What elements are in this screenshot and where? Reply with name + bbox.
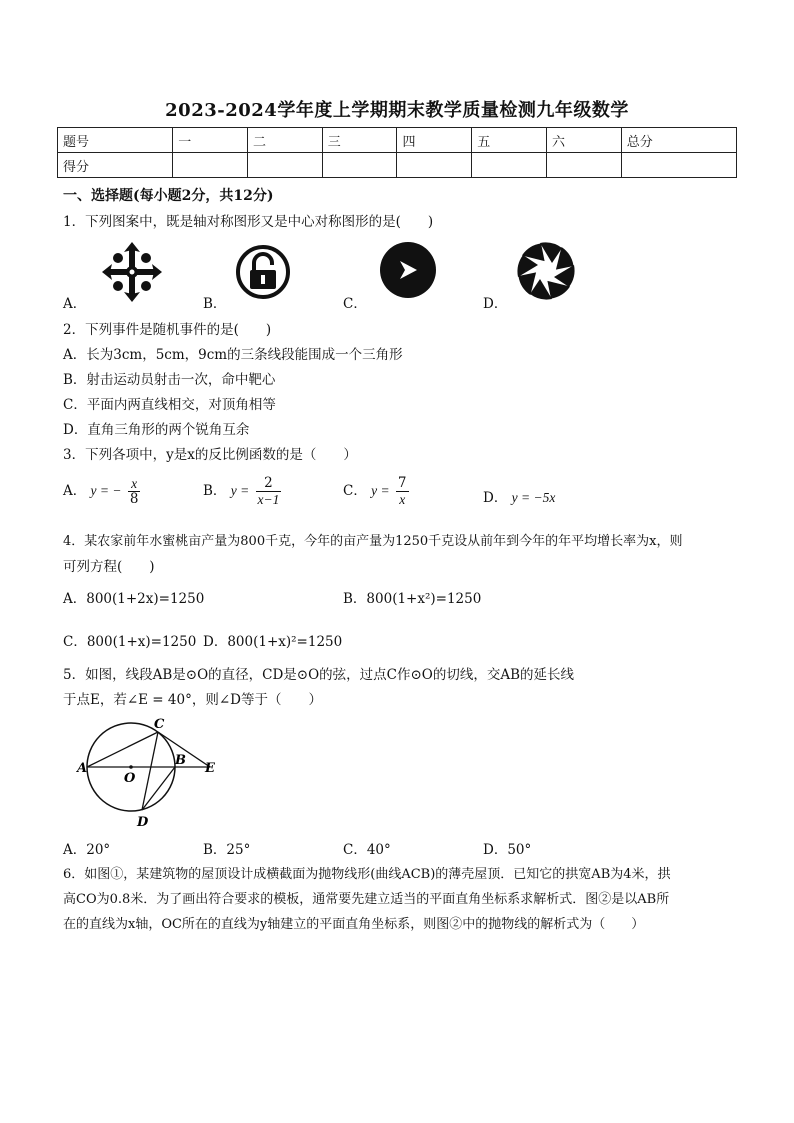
q3-option-b xyxy=(203,476,283,507)
q5-option-c: C．40° xyxy=(343,842,391,858)
fig-label-b: B xyxy=(175,753,186,768)
fig-label-e: E xyxy=(205,761,215,776)
q4-stem-line1: 4．某农家前年水蜜桃亩产量为800千克，今年的亩产量为1250千克设从前年到今年的年平均增长率为x，则 xyxy=(63,534,683,549)
q3-stem: 3．下列各项中，y是x的反比例函数的是（ ） xyxy=(63,447,357,463)
q6-stem-line2: 高CO为0.8米．为了画出符合要求的模板，通常要先建立适当的平面直角坐标系求解析式．图②是以AB所 xyxy=(63,892,670,907)
table-cell: 三 xyxy=(322,128,397,153)
denominator: x−1 xyxy=(257,492,280,507)
table-cell: 四 xyxy=(397,128,472,153)
option-label: C． xyxy=(343,296,367,312)
fig-label-a: A xyxy=(77,761,88,776)
numerator: x xyxy=(128,476,141,492)
q4-stem-line2: 可列方程( ) xyxy=(63,559,155,575)
q3-option-c xyxy=(343,476,411,507)
formula-lhs: y = xyxy=(371,483,390,498)
q2-option-d: D．直角三角形的两个锐角互余 xyxy=(63,422,250,438)
center-point xyxy=(129,765,133,769)
table-row xyxy=(58,128,737,153)
table-cell: 一 xyxy=(173,128,248,153)
section-heading: 一、选择题(每小题2分，共12分) xyxy=(63,188,274,204)
q5-option-d: D．50° xyxy=(483,842,532,858)
score-input-cell[interactable] xyxy=(546,153,621,178)
score-input-cell[interactable] xyxy=(247,153,322,178)
score-input-cell[interactable] xyxy=(322,153,397,178)
q2-option-a: A．长为3cm，5cm，9cm的三条线段能围成一个三角形 xyxy=(63,347,403,363)
circle-geometry-figure xyxy=(74,712,224,830)
option-label: A． xyxy=(63,296,87,312)
shutter-icon xyxy=(515,240,577,302)
q6-stem-line1: 6．如图①，某建筑物的屋顶设计成横截面为抛物线形(曲线ACB)的薄壳屋顶．已知它的拱宽AB为4米，拱 xyxy=(63,867,671,882)
option-label: B． xyxy=(203,483,227,499)
table-row xyxy=(58,153,737,178)
fraction xyxy=(256,476,282,507)
numerator: 7 xyxy=(397,475,407,491)
q2-option-b: B．射击运动员射击一次，命中靶心 xyxy=(63,372,276,388)
table-cell: 二 xyxy=(247,128,322,153)
table-cell: 题号 xyxy=(58,128,173,153)
denominator: x xyxy=(399,492,406,507)
snowflake-cross-icon xyxy=(100,240,164,304)
fig-label-d: D xyxy=(137,815,149,830)
option-label: C． xyxy=(343,483,367,499)
formula-lhs: y = − xyxy=(90,483,122,498)
play-circle-icon xyxy=(379,241,437,299)
q1-stem: 1．下列图案中，既是轴对称图形又是中心对称图形的是( ) xyxy=(63,214,434,230)
score-input-cell[interactable] xyxy=(173,153,248,178)
q5-stem-line1: 5．如图，线段AB是⊙O的直径，CD是⊙O的弦，过点C作⊙O的切线，交AB的延长线 xyxy=(63,667,575,683)
q6-stem-line3: 在的直线为x轴，OC所在的直线为y轴建立的平面直角坐标系，则图②中的抛物线的解析式为（ ） xyxy=(63,917,645,932)
q3-option-d xyxy=(483,486,555,506)
score-input-cell[interactable] xyxy=(397,153,472,178)
q4-option-d: D．800(1+x)²=1250 xyxy=(203,634,343,650)
option-label: D． xyxy=(483,490,508,506)
page-title: 2023-2024学年度上学期期末教学质量检测九年级数学 xyxy=(165,100,629,121)
q4-option-b: B．800(1+x²)=1250 xyxy=(343,591,482,607)
denominator: 8 xyxy=(129,491,139,507)
score-input-cell[interactable] xyxy=(621,153,736,178)
score-table xyxy=(57,127,737,178)
numerator: 2 xyxy=(256,476,282,492)
chord-cd xyxy=(142,732,158,810)
table-cell: 六 xyxy=(546,128,621,153)
q4-option-a: A．800(1+2x)=1250 xyxy=(63,591,205,607)
unlock-icon xyxy=(234,243,292,301)
option-label: D． xyxy=(483,296,508,312)
q2-stem: 2．下列事件是随机事件的是( ) xyxy=(63,322,272,338)
q5-option-b: B．25° xyxy=(203,842,251,858)
fig-label-c: C xyxy=(154,717,165,732)
option-label: A． xyxy=(63,483,87,499)
table-cell: 五 xyxy=(472,128,547,153)
option-label: B． xyxy=(203,296,227,312)
score-input-cell[interactable] xyxy=(472,153,547,178)
fraction xyxy=(396,476,409,507)
q4-option-c: C．800(1+x)=1250 xyxy=(63,634,197,650)
q3-option-a xyxy=(63,476,142,507)
formula: y = −5x xyxy=(511,490,556,505)
q5-stem-line2: 于点E，若∠E = 40°，则∠D等于（ ） xyxy=(63,692,322,708)
table-cell: 得分 xyxy=(58,153,173,178)
fig-label-o: O xyxy=(124,771,136,786)
q2-option-c: C．平面内两直线相交，对顶角相等 xyxy=(63,397,276,413)
table-cell: 总分 xyxy=(621,128,736,153)
fraction xyxy=(128,476,141,507)
formula-lhs: y = xyxy=(230,483,250,498)
q5-option-a: A．20° xyxy=(63,842,111,858)
